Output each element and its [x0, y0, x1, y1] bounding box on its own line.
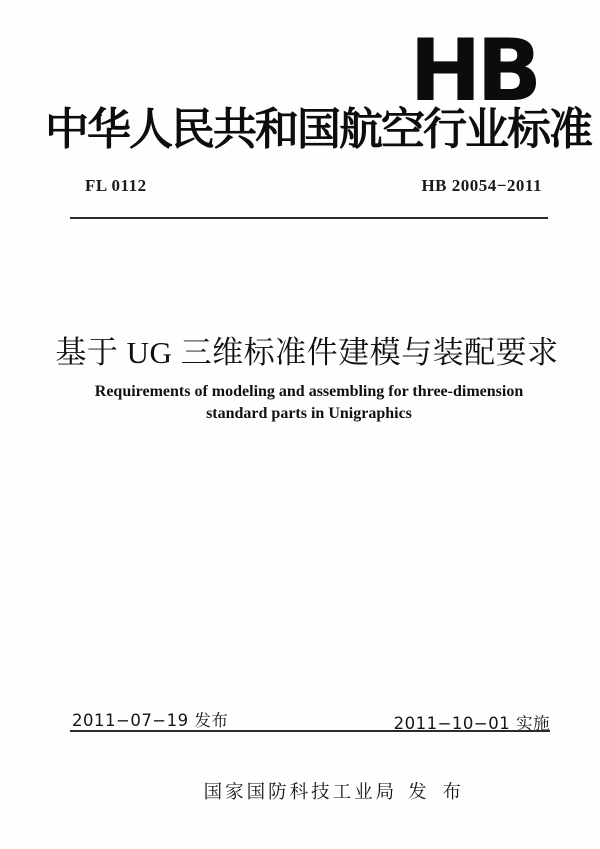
- footer-divider: [70, 730, 550, 732]
- publisher-line: [17, 757, 600, 825]
- issue-date: 2011−07−19 发布: [72, 711, 229, 730]
- document-title-chinese: 基于 UG 三维标准件建模与装配要求: [55, 335, 559, 370]
- publisher-name: 国家国防科技工业局: [203, 782, 398, 803]
- doc-class-number: FL 0112: [85, 176, 147, 195]
- standard-header-title: 中华人民共和国航空行业标准: [45, 104, 591, 155]
- header-divider: [70, 217, 548, 219]
- english-title-line-1: Requirements of modeling and assembling for three-dimension: [94, 383, 524, 400]
- english-title-line-2: standard parts in Unigraphics: [206, 405, 412, 422]
- hb-logo: HB: [409, 21, 537, 121]
- reference-row: [85, 176, 542, 196]
- publisher-action: 发 布: [408, 782, 466, 803]
- standard-number: HB 20054−2011: [421, 176, 542, 195]
- document-title-english: [9, 381, 600, 425]
- implement-date: 2011−10−01 实施: [393, 714, 550, 733]
- dates-row: [72, 707, 550, 731]
